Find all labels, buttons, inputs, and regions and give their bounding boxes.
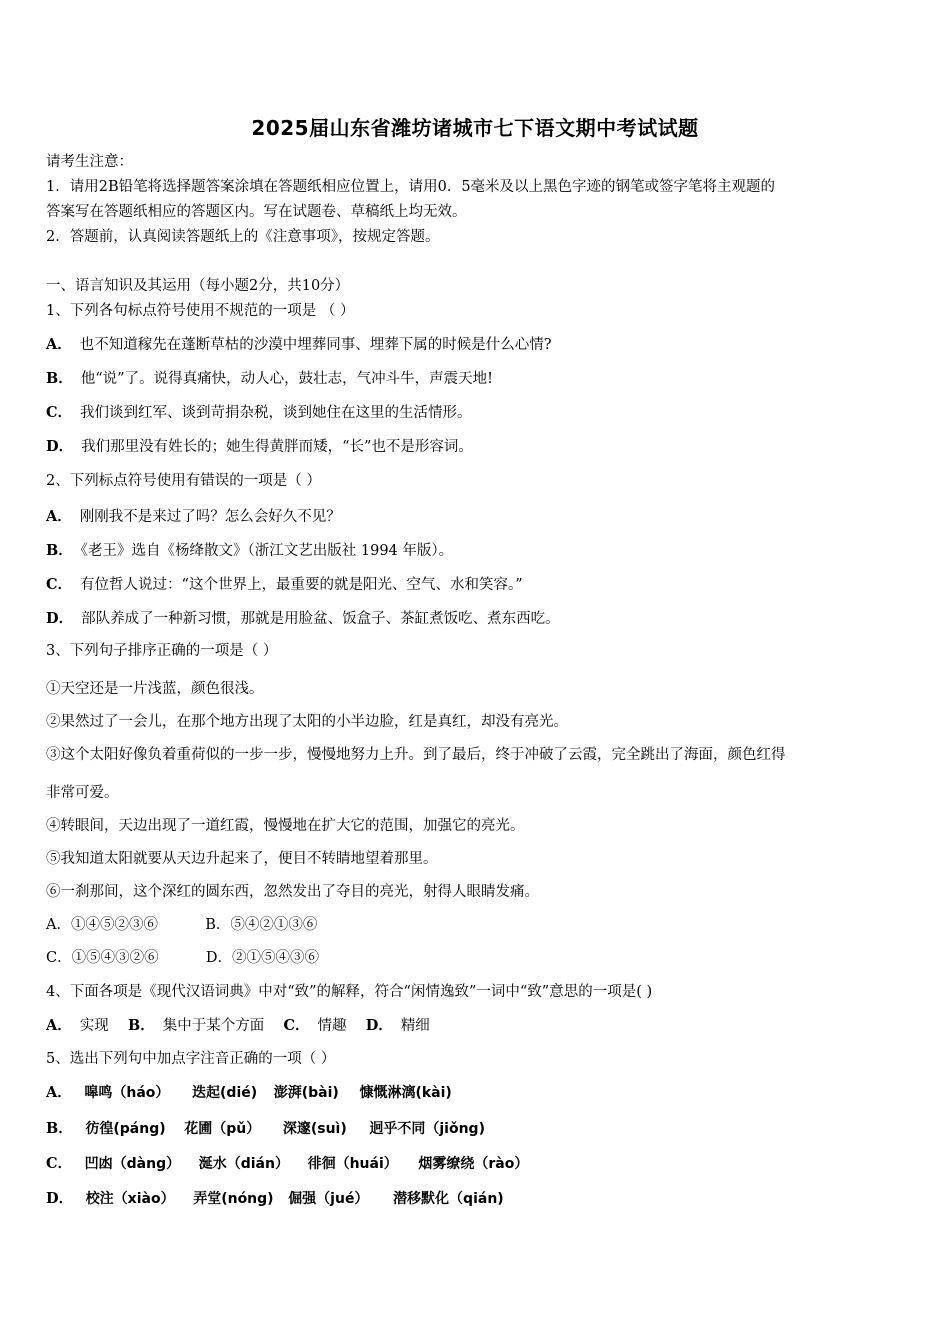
option-item: 澎湃(bài) <box>273 1085 339 1101</box>
question-2-option-c <box>46 575 523 595</box>
page-title: 2025届山东省潍坊诸城市七下语文期中考试试题 <box>251 116 699 140</box>
question-2-option-b <box>46 541 453 561</box>
option-item: 慷慨淋漓(kài) <box>359 1085 452 1101</box>
option-item: 迥乎不同（jiǒng) <box>369 1121 485 1137</box>
question-4-stem: 4、下面各项是《现代汉语词典》中对“致”的解释，符合“闲情逸致”一词中“致”意思的一项是( ) <box>46 984 653 1000</box>
question-3-sentence-5: ⑤我知道太阳就要从天边升起来了，便目不转睛地望着那里。 <box>46 851 438 867</box>
notice-item-1-line-2: 答案写在答题纸相应的答题区内。写在试题卷、草稿纸上均无效。 <box>46 204 467 220</box>
option-item: 烟雾缭绕（rào） <box>418 1156 529 1172</box>
question-2-option-d <box>46 609 560 629</box>
option-letter: D． <box>46 1190 74 1207</box>
question-1-option-a <box>46 335 552 355</box>
option-item: 花圃（pǔ） <box>184 1121 261 1137</box>
option-letter: C． <box>46 576 73 593</box>
notice-item-2: 2．答题前，认真阅读答题纸上的《注意事项》，按规定答题。 <box>46 229 440 245</box>
option-letter: D． <box>365 1017 393 1034</box>
question-3-sentence-3-cont: 非常可爱。 <box>46 785 119 801</box>
option-text: 也不知道稼先在蓬断草枯的沙漠中埋葬同事、埋葬下属的时候是什么心情? <box>79 337 552 353</box>
option-letter: A． <box>46 1017 72 1034</box>
option-item: 凹凼（dàng） <box>84 1156 181 1172</box>
question-1-option-d <box>46 437 473 457</box>
option-letter: C． <box>46 404 73 421</box>
option-text: 刚刚我不是来过了吗？怎么会好久不见？ <box>79 509 341 525</box>
option-text: 《老王》选自《杨绛散文》（浙江文艺出版社 1994 年版）。 <box>80 543 454 559</box>
question-5-option-a <box>46 1083 452 1103</box>
option-text: 情趣 <box>317 1018 347 1034</box>
option-text: 精细 <box>400 1018 430 1034</box>
option-item: 倔强（jué） <box>288 1191 369 1207</box>
option-text: 集中于某个方面 <box>162 1018 265 1034</box>
option-text: 实现 <box>79 1018 109 1034</box>
option-letter: A． <box>46 1084 72 1101</box>
question-1-option-b <box>46 369 493 389</box>
option-letter: B． <box>46 370 73 387</box>
option-text: ①④⑤②③⑥ <box>70 917 158 933</box>
option-text: 我们谈到红军、谈到苛捐杂税，谈到她住在这里的生活情形。 <box>80 405 472 421</box>
question-3-sentence-2: ②果然过了一会儿，在那个地方出现了太阳的小半边脸，红是真红，却没有亮光。 <box>46 714 568 730</box>
notice-heading: 请考生注意： <box>46 154 133 170</box>
question-5-option-b <box>46 1119 485 1139</box>
option-item: 潜移默化（qián) <box>393 1191 504 1207</box>
option-letter: C． <box>46 950 72 966</box>
question-3-sentence-6: ⑥一刹那间，这个深红的圆东西，忽然发出了夺目的亮光，射得人眼睛发痛。 <box>46 884 539 900</box>
option-text: ②①⑤④③⑥ <box>231 950 319 966</box>
option-item: 迭起(dié) <box>192 1085 258 1101</box>
option-item: 嗥鸣（háo） <box>84 1085 170 1101</box>
option-item: 徘徊（huái） <box>307 1156 398 1172</box>
option-text: 有位哲人说过：“这个世界上，最重要的就是阳光、空气、水和笑容。” <box>80 577 523 593</box>
option-text: ⑤④②①③⑥ <box>230 917 318 933</box>
option-letter: B． <box>46 542 73 559</box>
option-letter: B． <box>205 917 231 933</box>
question-3-options-row-2 <box>46 948 319 968</box>
option-item: 弄堂(nóng) <box>193 1191 274 1207</box>
option-text: 部队养成了一种新习惯，那就是用脸盆、饭盒子、茶缸煮饭吃、煮东西吃。 <box>81 611 560 627</box>
question-2-stem: 2、下列标点符号使用有错误的一项是（ ） <box>46 473 321 489</box>
notice-item-1-line-1: 1．请用2B铅笔将选择题答案涂填在答题纸相应位置上，请用0．5毫米及以上黑色字迹的钢笔或签字笔将主观题的 <box>46 179 776 195</box>
option-letter: D． <box>46 610 74 627</box>
option-text: 我们那里没有姓长的；她生得黄胖而矮，“长”也不是形容词。 <box>81 439 473 455</box>
option-letter: C． <box>283 1017 310 1034</box>
section-heading: 一、语言知识及其运用（每小题2分，共10分） <box>46 278 350 294</box>
option-letter: C． <box>46 1155 73 1172</box>
option-letter: A． <box>46 336 72 353</box>
question-3-sentence-1: ①天空还是一片浅蓝，颜色很浅。 <box>46 681 264 697</box>
option-item: 校注（xiào） <box>85 1191 175 1207</box>
question-5-option-d <box>46 1189 504 1209</box>
question-3-sentence-4: ④转眼间，天边出现了一道红霞，慢慢地在扩大它的范围，加强它的亮光。 <box>46 818 525 834</box>
question-3-sentence-3: ③这个太阳好像负着重荷似的一步一步，慢慢地努力上升。到了最后，终于冲破了云霞，完全跳出了海面，颜色红得 <box>46 747 786 763</box>
option-letter: D． <box>205 950 232 966</box>
question-3-stem: 3、下列句子排序正确的一项是（ ） <box>46 643 278 659</box>
question-1-stem: 1、下列各句标点符号使用不规范的一项是 （ ） <box>46 303 355 319</box>
question-5-option-c <box>46 1154 528 1174</box>
option-letter: B． <box>46 1120 73 1137</box>
option-text: 他“说”了。说得真痛快，动人心，鼓壮志，气冲斗牛，声震天地! <box>80 371 493 387</box>
option-item: 彷徨(páng) <box>85 1121 166 1137</box>
option-item: 涎水（dián） <box>198 1156 289 1172</box>
option-letter: D． <box>46 438 74 455</box>
option-letter: B． <box>127 1017 155 1034</box>
question-3-options-row-1 <box>46 915 317 935</box>
option-letter: A． <box>46 917 71 933</box>
question-1-option-c <box>46 403 472 423</box>
option-item: 深邃(suì) <box>282 1121 347 1137</box>
option-text: ①⑤④③②⑥ <box>71 950 159 966</box>
question-2-option-a <box>46 507 341 527</box>
question-4-options <box>46 1016 430 1036</box>
question-5-stem: 5、选出下列句中加点字注音正确的一项（ ） <box>46 1051 336 1067</box>
option-letter: A． <box>46 508 72 525</box>
